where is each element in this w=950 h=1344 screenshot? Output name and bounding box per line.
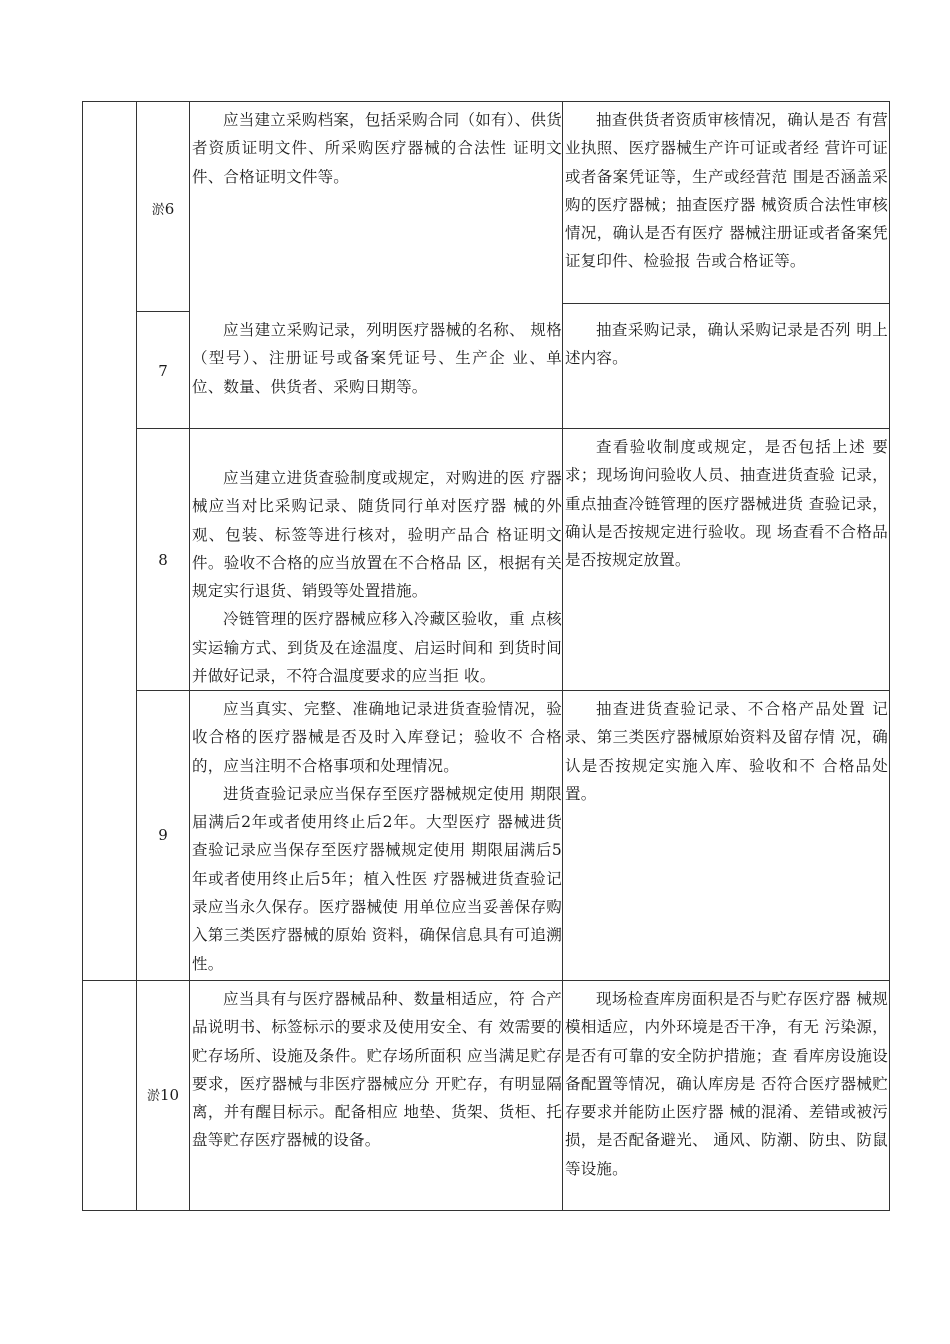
requirement-cell [192, 695, 562, 978]
inspection-cell [565, 316, 888, 373]
table-right-border [889, 101, 890, 1211]
inspection-text: 查看验收制度或规定，是否包括上述 要求；现场询问验收人员、抽查进货查验 记录，重点抽查冷链管理的医疗器械进货 查验记录，确认是否按规定进行验收。现 场查看不合格品是否按规定放置。 [565, 438, 888, 570]
row-number: 9 [158, 826, 168, 844]
requirement-text: 应当真实、完整、准确地记录进货查验情况，验收合格的医疗器械是否及时入库登记；验收不 合格的，应当注明不合格事项和处理情况。 [192, 700, 562, 775]
inspection-text: 抽查采购记录，确认采购记录是否列 明上述内容。 [565, 321, 888, 368]
row-divider-9-10 [82, 980, 890, 981]
requirement-cell [192, 316, 562, 401]
inspection-cell [565, 106, 888, 276]
inspection-cell [565, 433, 888, 574]
row-number: 7 [158, 362, 168, 380]
inspection-text: 现场检查库房面积是否与贮存医疗器 械规模相适应，内外环境是否干净，有无 污染源，是否有可靠的安全防护措施；查 看库房设施设备配置等情况，确认库房是 否符合医疗器械贮存要求并能防止医疗器 械的混淆、差错或被污损，是否配备避光、 通风、防潮、防虫、防鼠等设施。 [565, 990, 888, 1178]
inspection-cell [565, 695, 888, 808]
row-divider-7-8 [136, 428, 890, 429]
table-bottom-border [82, 1210, 890, 1211]
col-divider-3 [562, 101, 563, 1211]
table-top-border [82, 101, 890, 102]
requirement-text: 应当建立进货查验制度或规定，对购进的医 疗器械应当对比采购记录、随货同行单对医疗器 械的外观、包装、标签等进行核对，验明产品合 格证明文件。验收不合格的应当放置在不合格品 区，根据有关规定实行退货、销毁等处置措施。 [192, 469, 562, 601]
requirement-text: 进货查验记录应当保存至医疗器械规定使用 期限届满后2年或者使用终止后2年。大型医疗 器械进货查验记录应当保存至医疗器械规定使用 期限届满后5年或者使用终止后5年；植入性医 疗器械进货查验记录应当永久保存。医疗器械使 用单位应当妥善保存购入第三类医疗器械的原始 资料，确保信息具有可追溯性。 [192, 784, 562, 973]
requirement-text: 应当建立采购档案，包括采购合同（如有）、供货者资质证明文件、所采购医疗器械的合法性 证明文件、合格证明文件等。 [192, 111, 562, 186]
requirement-text: 应当具有与医疗器械品种、数量相适应，符 合产品说明书、标签标示的要求及使用安全、有 效需要的贮存场所、设施及条件。贮存场所面积 应当满足贮存要求，医疗器械与非医疗器械应分 开贮存，有明显隔离，并有醒目标示。配备相应 地垫、货架、货柜、托盘等贮存医疗器械的设备。 [192, 990, 562, 1150]
requirement-cell [192, 106, 562, 191]
row-divider-6-7 [136, 311, 190, 312]
col-divider-2 [189, 101, 190, 1211]
row-divider-6-7-right [562, 303, 890, 304]
inspection-text: 抽查进货查验记录、不合格产品处置 记录、第三类医疗器械原始资料及留存情 况，确认是否按规定实施入库、验收和不 合格品处置。 [565, 700, 888, 803]
row-number: 淤6 [151, 200, 175, 218]
inspection-text: 抽查供货者资质审核情况，确认是否 有营业执照、医疗器械生产许可证或者经 营许可证或者备案凭证等，生产或经营范 围是否涵盖采购的医疗器械；抽查医疗器 械资质合法性审核情况，确认是否有医疗 器械注册证或者备案凭证复印件、检验报 告或合格证等。 [565, 111, 888, 271]
table-left-border [82, 101, 83, 1211]
row-number: 淤10 [146, 1086, 180, 1104]
requirement-text: 冷链管理的医疗器械应移入冷藏区验收，重 点核实运输方式、到货及在途温度、启运时间和 到货时间并做好记录，不符合温度要求的应当拒 收。 [192, 610, 562, 686]
row-number: 8 [158, 551, 168, 569]
inspection-cell [565, 985, 888, 1183]
col-divider-1 [136, 101, 137, 1211]
requirement-text: 应当建立采购记录，列明医疗器械的名称、 规格（型号）、注册证号或备案凭证号、生产企 业、单位、数量、供货者、采购日期等。 [192, 321, 562, 396]
requirement-cell [192, 464, 562, 690]
requirement-cell [192, 985, 562, 1155]
